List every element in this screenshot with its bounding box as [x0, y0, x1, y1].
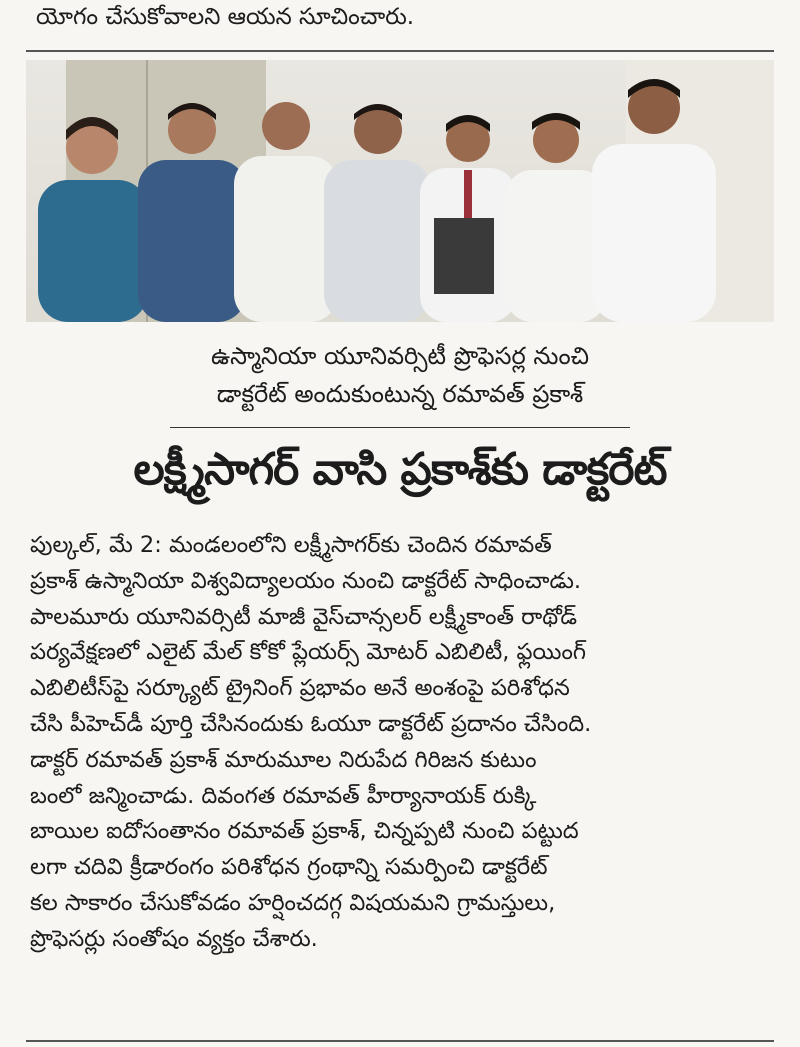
group-photo-illustration: [26, 60, 774, 322]
person-4: [324, 104, 430, 322]
body-line: ఎబిలిటీస్‌పై సర్క్యూట్ ట్రైనింగ్ ప్రభావం అనే అంశంపై పరిశోధన: [30, 675, 570, 702]
body-line: పాలమూరు యూనివర్సిటీ మాజీ వైస్‌చాన్సలర్ లక్ష్మీకాంత్ రాథోడ్: [30, 603, 578, 630]
body-line: లగా చదివి క్రీడారంగం పరిశోధన గ్రంథాన్ని సమర్పించి డాక్టరేట్: [30, 854, 548, 881]
headline: లక్ష్మీసాగర్ వాసి ప్రకాశ్‌కు డాక్టరేట్: [133, 444, 667, 495]
caption-underline: [170, 427, 630, 428]
body-line: ప్రొఫెసర్లు సంతోషం వ్యక్తం చేశారు.: [30, 925, 318, 952]
body-line: బంలో జన్మించాడు. దివంగత రమావత్ హీర్యానాయక్ రుక్కి: [30, 782, 537, 809]
body-line: బాయిల ఐదోసంతానం రమావత్ ప్రకాశ్, చిన్నప్పటి నుంచి పట్టుద: [30, 818, 579, 845]
body-line: కల సాకారం చేసుకోవడం హర్షించదగ్గ విషయమని గ్రామస్తులు,: [30, 889, 556, 916]
body-line: పర్యవేక్షణలో ఎలైట్ మేల్ కోకో ప్లేయర్స్ మోటర్ ఎబిలిటీ, ఫ్లయింగ్: [30, 639, 586, 666]
body-line: ప్రకాశ్ ఉస్మానియా విశ్వవిద్యాలయం నుంచి డాక్టరేట్ సాధించాడు.: [30, 567, 582, 594]
body-line: పుల్కల్, మే 2: మండలంలోని లక్ష్మీసాగర్‌కు చెందిన రమావత్: [30, 532, 552, 558]
article-body: [30, 528, 772, 958]
person-6: [506, 113, 606, 322]
previous-article-last-line: యోగం చేసుకోవాలని ఆయన సూచించారు.: [36, 4, 415, 30]
body-line: డాక్టర్ రమావత్ ప్రకాశ్ మారుమూల నిరుపేద గిరిజన కుటుం: [30, 746, 537, 773]
photo-caption-line-1: ఉస్మానియా యూనివర్సిటీ ప్రొఫెసర్ల నుంచి: [210, 342, 590, 370]
certificate-frame: [434, 218, 494, 294]
body-line: చేసి పీహెచ్‌డీ పూర్తి చేసినందుకు ఓయూ డాక్టరేట్ ప్రదానం చేసింది.: [30, 710, 592, 737]
section-divider-bottom: [26, 1040, 774, 1042]
photo-caption-line-2: డాక్టరేట్ అందుకుంటున్న రమావత్ ప్రకాశ్: [216, 380, 584, 408]
article-photo: [26, 60, 774, 322]
section-divider-top: [26, 50, 774, 52]
